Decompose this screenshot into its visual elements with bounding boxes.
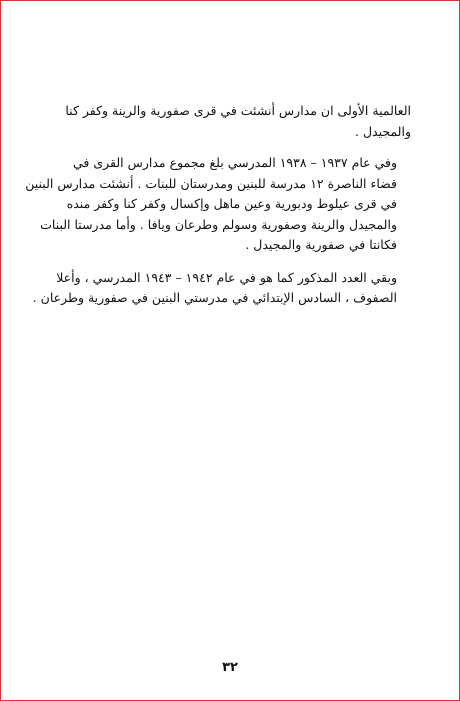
paragraph-2	[25, 153, 411, 256]
text-line: والمجيدل .	[355, 123, 411, 139]
document-body	[25, 101, 411, 309]
page-number: ٣٢	[222, 660, 238, 675]
paragraph-3	[32, 268, 411, 309]
paragraph-1	[48, 101, 411, 142]
text-line: والمجيدل والرينة وصفورية وسولم وطرعان ويافا . وأما مدرستا البنات	[40, 216, 397, 232]
text-line: وبقي العدد المذكور كما هو في عام ١٩٤٢ – ١٩٤٣ المدرسي ، وأعلا	[56, 269, 397, 285]
text-line: في قرى عيلوط ودبورية وعين ماهل وإكسال وكفر كنا وكفر منده	[66, 196, 397, 211]
text-line: العالمية الأولى ان مدارس أنشئت في قرى صفورية والرينة وكفر كنا	[65, 103, 411, 118]
text-line: قضاء الناصرة ١٢ مدرسة للبنين ومدرستان للبنات . أنشئت مدارس البنين	[25, 175, 397, 191]
text-line: الصفوف ، السادس الإبتدائي في مدرستي البنين في صفورية وطرعان .	[32, 290, 397, 305]
text-line: وفي عام ١٩٣٧ – ١٩٣٨ المدرسي بلغ مجموع مدارس القرى في	[72, 155, 397, 170]
text-line: فكانتا في صفورية والمجيدل .	[245, 237, 397, 252]
